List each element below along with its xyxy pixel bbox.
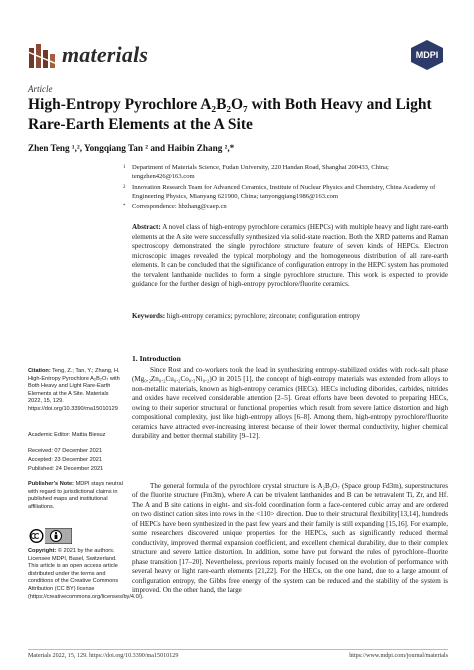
abstract-text: A novel class of high-entropy pyrochlore ceramics (HEPCs) with multiple heavy and light rare-earth elements at the A site were successfully synthesized via solid-state reaction. Both the XRD patterns and Raman spectroscopy demonstrated the single pyrochlore structure feature of seven kinds of HEPCs. Electron microscopic images revealed the typical morphology and the homogeneous distribution of all rare-earth elements. It can be concluded that the significance of configuration entropy in the HEPC system has promoted the tervalent lanthanide nuclides to form a single pyrochlore structure. This work is expected to provide guidance for the further design of high-entropy pyrochlore/fluorite ceramics. [132,223,448,289]
article-type-label: Article [28,84,53,94]
citation-text[interactable]: Teng, Z.; Tan, Y.; Zhang, H. High-Entropy Pyrochlore A₂B₂O₇ with Both Heavy and Light Rare-Earth Elements at the A Site. Materials 2022, 15, 129. https://doi.org/10.3390/ma15010129 [28,368,120,412]
page-footer [28,649,448,659]
author-list: Zhen Teng ¹,², Yongqiang Tan ² and Haibin Zhang ²,* [28,143,235,153]
abstract [132,223,448,290]
article-title: High-Entropy Pyrochlore A₂B₂O₇ with Both Heavy and Light Rare-Earth Elements at the A Site [28,96,432,133]
academic-editor: Academic Editor: Mattia Biesuz [28,432,106,438]
received-date: Received: 07 December 2021 [28,448,103,454]
keywords [132,312,448,322]
correspondence: * Correspondence: hbzhang@caep.cn [123,203,227,210]
citation-block: Citation: Teng, Z.; Tan, Y.; Zhang, H. High-Entropy Pyrochlore A₂B₂O₇ with Both Heavy and Light Rare-Earth Elements at the A Site. Materials 2022, 15, 129. https://doi.org/10.3390/ma15010129 [28,368,120,412]
mdpi-logo-icon [410,40,444,70]
intro-paragraph-1: Since Rost and co-workers took the lead in synthesizing entropy-stabilized oxides with rock-salt phase (Mg₀.₂Zn₀.₂Cu₀.₂Co₀.₂Ni₀.₂)O in 2015 [1], the concept of high-entropy materials was extended from alloys to non-metallic materials, known as high-entropy ceramics (HECs). HECs including diborides, carbides, nitrides and oxides have received considerable attention [2–5]. Great efforts have been devoted to preparing HECs, owing to their superior structural or functional properties which result from severe lattice distortion and high compositional complexity, just like high-entropy alloys [6–8]. Among them, high-entropy pyrochlore/fluorite ceramics have attracted ever-increasing interest because of their lower thermal conductivity, higher chemical durability and better thermal stability [9–12]. [132,366,448,441]
copyright-notice: Copyright: © 2021 by the authors. Licensee MDPI, Basel, Switzerland. This article is an open access article distributed under the terms and conditions of the Creative Commons Attribution (CC BY) license (https://creativecommons.org/licenses/by/4.0/). [28,548,144,600]
mdpi-logo-text: MDPI [415,50,439,60]
keywords-label: Keywords: [132,312,166,320]
abstract-label: Abstract: [132,223,161,231]
cc-by-license-icon[interactable] [28,528,72,544]
affiliation-2: 2 Innovation Research Team for Advanced Ceramics, Institute of Nuclear Physics and Chemistry, China Academy of Engineering Physics, Mianyang 621900, China; tanyongqiang1986@163.com [123,184,436,200]
journal-name: materials [62,42,149,67]
accepted-date: Accepted: 23 December 2021 [28,457,103,463]
footer-journal-url[interactable]: https://www.mdpi.com/journal/materials [349,653,448,659]
published-date: Published: 24 December 2021 [28,466,104,472]
keywords-text: high-entropy ceramics; pyrochlore; zirconate; configuration entropy [166,312,361,320]
publisher-note: Publisher’s Note: MDPI stays neutral with regard to jurisdictional claims in published maps and institutional affiliations. [28,481,123,510]
materials-journal-icon [28,42,58,70]
footer-citation[interactable]: Materials 2022, 15, 129. https://doi.org/10.3390/ma15010129 [28,653,179,659]
intro-paragraph-2: The general formula of the pyrochlore crystal structure is A₂B₂O₇ (Space group Fd3m), superstructures of the fluorite structure (Fm3m), where A can be trivalent lanthanides and B can be tetravalent Ti, Zr, and Hf. The A and B site cations in eight- and six-fold coordination form a face-centered cubic array and are ordered on two distinct cation sites into rows in the <110> direction. Due to their structural flexibility[13,14], hundreds of HEPCs have been synthesized in the past few years and their family is still expanding [15,16]. For example, some researchers discovered unique properties for the HEPCs, such as significantly reduced thermal conductivity, improved thermal expansion coefficient, and excellent chemical durability, due to their complex structure and severe lattice distortion. In addition, some have put forward the rules of pyrochlore–fluorite phase transition [17–20]. Nevertheless, previous reports mainly focused on the evolution of performance with several heavy or light rare-earth elements [21,22]. For the HECs, on the one hand, due to a large amount of configuration entropy, the Gibbs free energy of the system can be reduced and the stability of the system is improved. On the other hand, the large [132,482,448,594]
affiliation-1: 1 Department of Materials Science, Fudan University, 220 Handan Road, Shanghai 200433, China; tengzhen426@163.com [123,164,389,180]
section-heading: 1. Introduction [132,354,181,363]
